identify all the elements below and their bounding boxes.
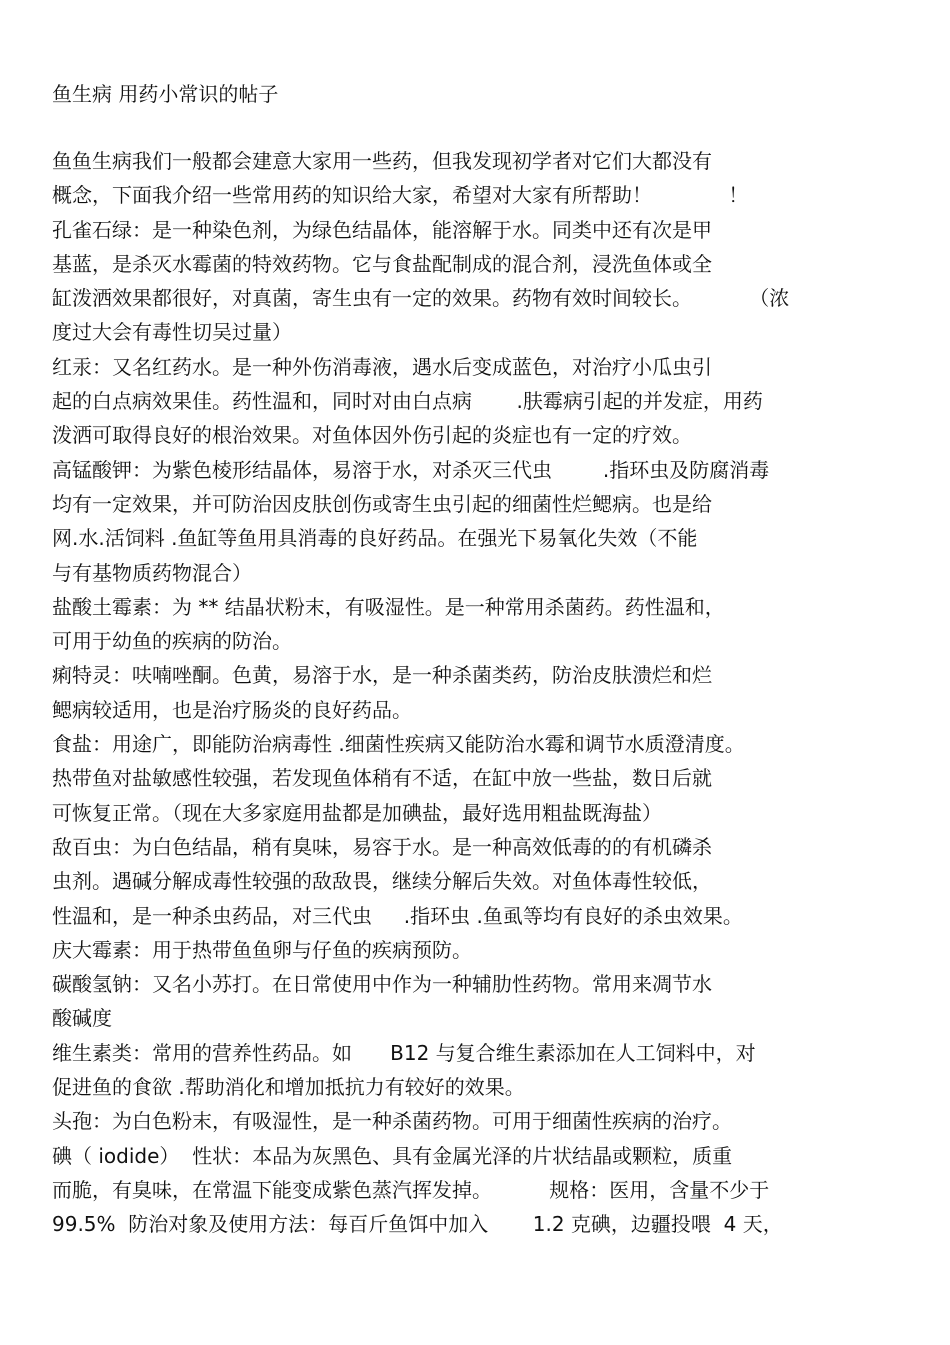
text-line: 均有一定效果，并可防治因皮肤创伤或寄生虫引起的细菌性烂鳃病。也是给 [52,491,712,516]
text-line: 促进鱼的食欲 .帮助消化和增加抵抗力有较好的效果。 [52,1075,525,1100]
text-line: 99.5% 防治对象及使用方法：每百斤鱼饵中加入 1.2 克碘，边疆投喂 4 天， [52,1212,783,1237]
text-line: 与有基物质药物混合） [52,560,252,585]
text-line: 可恢复正常。（现在大多家庭用盐都是加碘盐，最好选用粗盐既海盐） [52,800,662,825]
text-line: 维生素类：常用的营养性药品。如 B12 与复合维生素添加在人工饲料中，对 [52,1040,756,1065]
text-line: 碳酸氢钠：又名小苏打。在日常使用中作为一种辅肋性药物。常用来凋节水 [52,972,712,997]
text-line: 起的白点病效果佳。药性温和，同时对由白点病 .肤霉病引起的并发症，用药 [52,389,763,414]
text-line: 缸泼洒效果都很好，对真菌，寄生虫有一定的效果。药物有效时间较长。 （浓 [52,286,790,311]
text-line: 鱼鱼生病我们一般都会建意大家用一些药，但我发现初学者对它们大都没有 [52,149,712,173]
text-line: 食盐：用途广，即能防治病毒性 .细菌性疾病又能防治水霉和调节水质澄清度。 [52,732,745,757]
text-line: 鳃病较适用，也是治疗肠炎的良好药品。 [52,697,412,722]
document-body [52,144,789,1242]
text-line: 基蓝，是杀灭水霉菌的特效药物。它与食盐配制成的混合剂，浸洗鱼体或全 [52,251,712,276]
text-line: 酸碱度 [52,1006,112,1031]
text-line: 网.水.活饲料 .鱼缸等鱼用具消毒的良好药品。在强光下易氧化失效（不能 [52,526,698,551]
text-line: 庆大霉素：用于热带鱼鱼卵与仔鱼的疾病预防。 [52,937,472,962]
text-line: 虫剂。遇碱分解成毒性较强的敌敌畏，继续分解后失效。对鱼体毒性较低， [52,869,712,894]
document-title: 鱼生病 用药小常识的帖子 [52,82,279,106]
text-line: 红汞：又名红药水。是一种外伤消毒液，遇水后变成蓝色，对治疗小瓜虫引 [52,354,712,379]
text-line: 孔雀石绿：是一种染色剂，为绿色结晶体，能溶解于水。同类中还有次是甲 [52,217,712,242]
text-line: 性温和，是一种杀虫药品，对三代虫 .指环虫 .鱼虱等均有良好的杀虫效果。 [52,903,743,928]
text-line: 可用于幼鱼的疾病的防治。 [52,629,292,654]
text-line: 概念，下面我介绍一些常用药的知识给大家，希望对大家有所帮助！ ！ [52,183,749,208]
text-line: 而脆，有臭味，在常温下能变成紫色蒸汽挥发掉。 规格：医用，含量不少于 [52,1177,770,1202]
text-line: 泼洒可取得良好的根治效果。对鱼体因外伤引起的炎症也有一定的疗效。 [52,423,692,448]
text-line: 度过大会有毒性切吴过量） [52,320,292,345]
text-line: 热带鱼对盐敏感性较强，若发现鱼体稍有不适，在缸中放一些盐，数日后就 [52,766,712,791]
text-line: 头孢：为白色粉末，有吸湿性，是一种杀菌药物。可用于细菌性疾病的治疗。 [52,1109,732,1134]
text-line: 盐酸土霉素：为 ** 结晶状粉末，有吸湿性。是一种常用杀菌药。药性温和， [52,594,725,619]
text-line: 碘（ iodide） 性状：本品为灰黑色、具有金属光泽的片状结晶或颗粒，质重 [52,1143,733,1168]
text-line: 痢特灵：呋喃唑酮。色黄，易溶于水，是一种杀菌类药，防治皮肤溃烂和烂 [52,663,712,688]
text-line: 敌百虫：为白色结晶，稍有臭味，易容于水。是一种高效低毒的的有机磷杀 [52,834,712,859]
text-line: 高锰酸钾：为紫色棱形结晶体，易溶于水，对杀灭三代虫 .指环虫及防腐消毒 [52,457,770,482]
